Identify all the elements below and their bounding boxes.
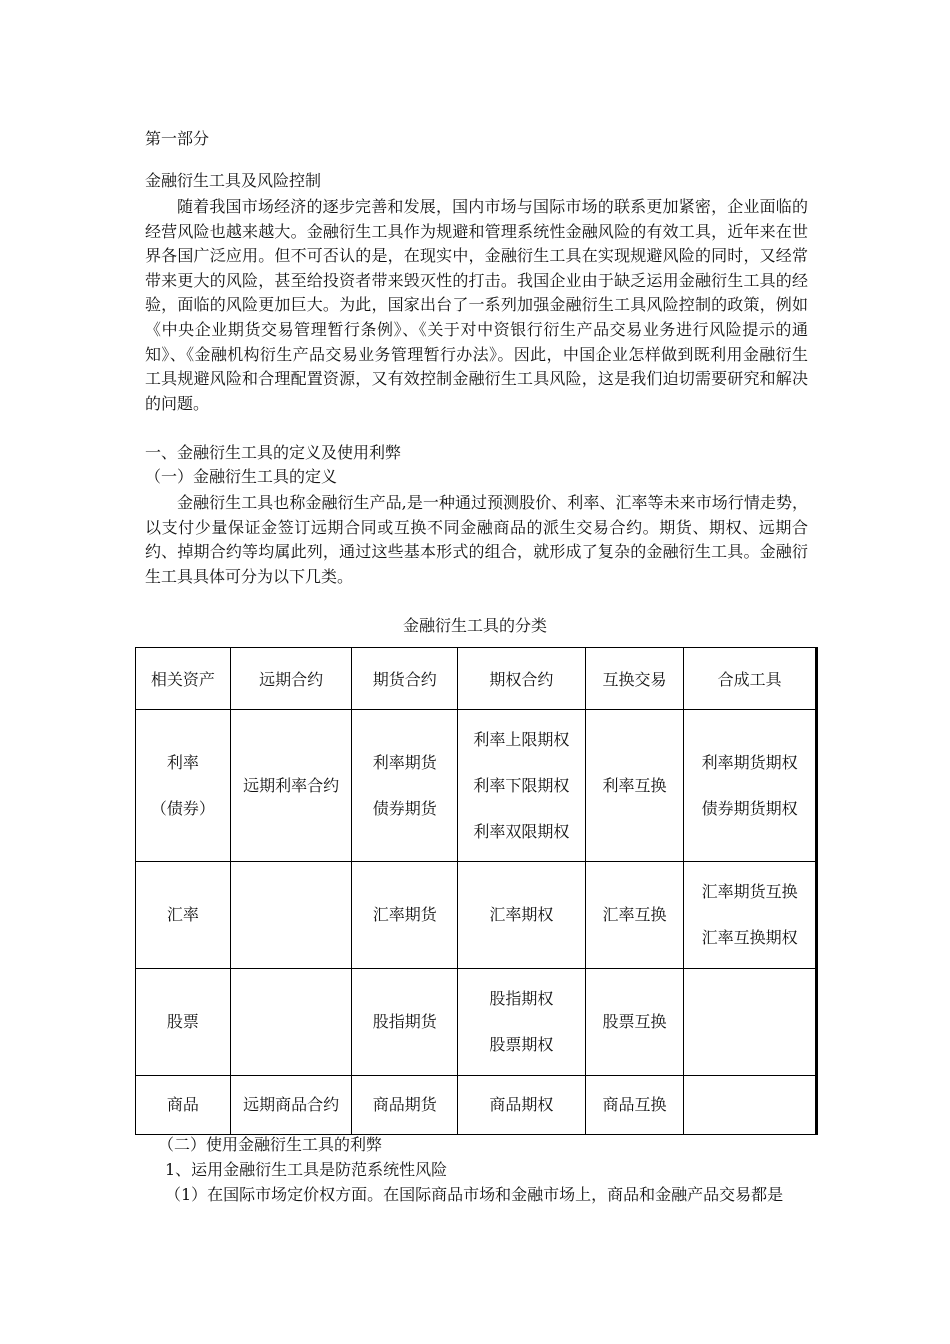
cell-options (458, 1076, 586, 1135)
cell-forward (230, 862, 352, 969)
cell-swaps (585, 969, 684, 1076)
cell-futures (352, 862, 458, 969)
cell-options (458, 710, 586, 862)
table-row (136, 1076, 817, 1135)
header-asset: 相关资产 (136, 648, 231, 710)
cell-text: 债券期货期权 (701, 798, 798, 818)
heading-definition: （一）金融衍生工具的定义 (145, 467, 338, 486)
cell-text: 商品期权 (489, 1095, 554, 1114)
cell-text: 股指期权 (489, 989, 554, 1008)
header-options: 期权合约 (458, 648, 586, 710)
heading-definition-and-pros-cons: 一、金融衍生工具的定义及使用利弊 (145, 443, 402, 462)
cell-text: 汇率 (166, 905, 199, 924)
cell-asset (136, 710, 231, 862)
cell-text: 债券期货 (372, 798, 437, 818)
cell-forward (230, 1076, 352, 1135)
table-row (136, 862, 817, 969)
cell-text: 股票 (166, 1012, 199, 1031)
cell-text: 股票期权 (489, 1035, 554, 1054)
cell-synthetic (684, 710, 817, 862)
cell-text: 汇率期权 (489, 905, 554, 924)
cell-futures (352, 1076, 458, 1135)
point-pricing-power: （1）在国际市场定价权方面。在国际商品市场和金融市场上，商品和金融产品交易都是 (165, 1185, 784, 1204)
table-caption: 金融衍生工具的分类 (402, 616, 547, 635)
cell-text: 远期商品合约 (243, 1095, 340, 1114)
header-swaps: 互换交易 (585, 648, 684, 710)
cell-asset (136, 862, 231, 969)
cell-text: （债券） (150, 798, 215, 818)
cell-text: 商品 (166, 1095, 199, 1114)
cell-swaps (585, 710, 684, 862)
cell-text: 商品期货 (372, 1095, 437, 1114)
cell-text: 股票互换 (602, 1012, 667, 1031)
cell-forward (230, 969, 352, 1076)
cell-text: 汇率期货 (372, 905, 437, 924)
cell-text: 远期利率合约 (243, 775, 340, 795)
point-hedge-systemic-risk: 1、运用金融衍生工具是防范系统性风险 (165, 1160, 448, 1179)
cell-options (458, 862, 586, 969)
cell-synthetic (684, 969, 817, 1076)
cell-text: 股指期货 (372, 1012, 437, 1031)
table-row (136, 969, 817, 1076)
header-futures: 期货合约 (352, 648, 458, 710)
heading-pros-cons: （二）使用金融衍生工具的利弊 (158, 1135, 383, 1154)
cell-text: 利率期货 (372, 752, 437, 772)
cell-text: 汇率期货互换 (701, 882, 798, 901)
cell-swaps (585, 862, 684, 969)
part-title: 第一部分 (145, 129, 210, 148)
cell-synthetic (684, 862, 817, 969)
cell-text: 利率 (166, 752, 199, 772)
classification-table (135, 647, 818, 1135)
cell-options (458, 969, 586, 1076)
cell-forward (230, 710, 352, 862)
cell-text: 利率上限期权 (473, 729, 570, 749)
cell-text: 汇率互换 (602, 905, 667, 924)
definition-paragraph: 金融衍生工具也称金融衍生产品,是一种通过预测股价、利率、汇率等未来市场行情走势，以支付少量保证金签订远期合同或互换不同金融商品的派生交易合约。期货、期权、远期合约、掉期合约等均属此列，通过这些基本形式的组合，就形成了复杂的金融衍生工具。金融衍生工具具体可分为以下几类。 (145, 493, 808, 586)
table-row (136, 710, 817, 862)
cell-futures (352, 710, 458, 862)
cell-text: 汇率互换期权 (701, 928, 798, 947)
cell-text: 利率双限期权 (473, 821, 570, 841)
cell-asset (136, 1076, 231, 1135)
cell-synthetic (684, 1076, 817, 1135)
cell-text: 利率互换 (602, 775, 667, 795)
header-forward: 远期合约 (230, 648, 352, 710)
cell-asset (136, 969, 231, 1076)
intro-paragraph: 随着我国市场经济的逐步完善和发展，国内市场与国际市场的联系更加紧密，企业面临的经营风险也越来越大。金融衍生工具作为规避和管理系统性金融风险的有效工具，近年来在世界各国广泛应用。但不可否认的是，在现实中，金融衍生工具在实现规避风险的同时，又经常带来更大的风险，甚至给投资者带来毁灭性的打击。我国企业由于缺乏运用金融衍生工具的经验，面临的风险更加巨大。为此，国家出台了一系列加强金融衍生工具风险控制的政策，例如《中央企业期货交易管理暂行条例》、《关于对中资银行衍生产品交易业务进行风险提示的通知》、《金融机构衍生产品交易业务管理暂行办法》。因此，中国企业怎样做到既利用金融衍生工具规避风险和合理配置资源，又有效控制金融衍生工具风险，这是我们迫切需要研究和解决的问题。 (145, 197, 808, 413)
cell-text: 利率下限期权 (473, 775, 570, 795)
table-header-row (136, 648, 817, 710)
header-synthetic: 合成工具 (684, 648, 817, 710)
cell-futures (352, 969, 458, 1076)
section-title: 金融衍生工具及风险控制 (145, 171, 322, 190)
cell-swaps (585, 1076, 684, 1135)
cell-text: 商品互换 (602, 1095, 667, 1114)
cell-text: 利率期货期权 (701, 752, 798, 772)
